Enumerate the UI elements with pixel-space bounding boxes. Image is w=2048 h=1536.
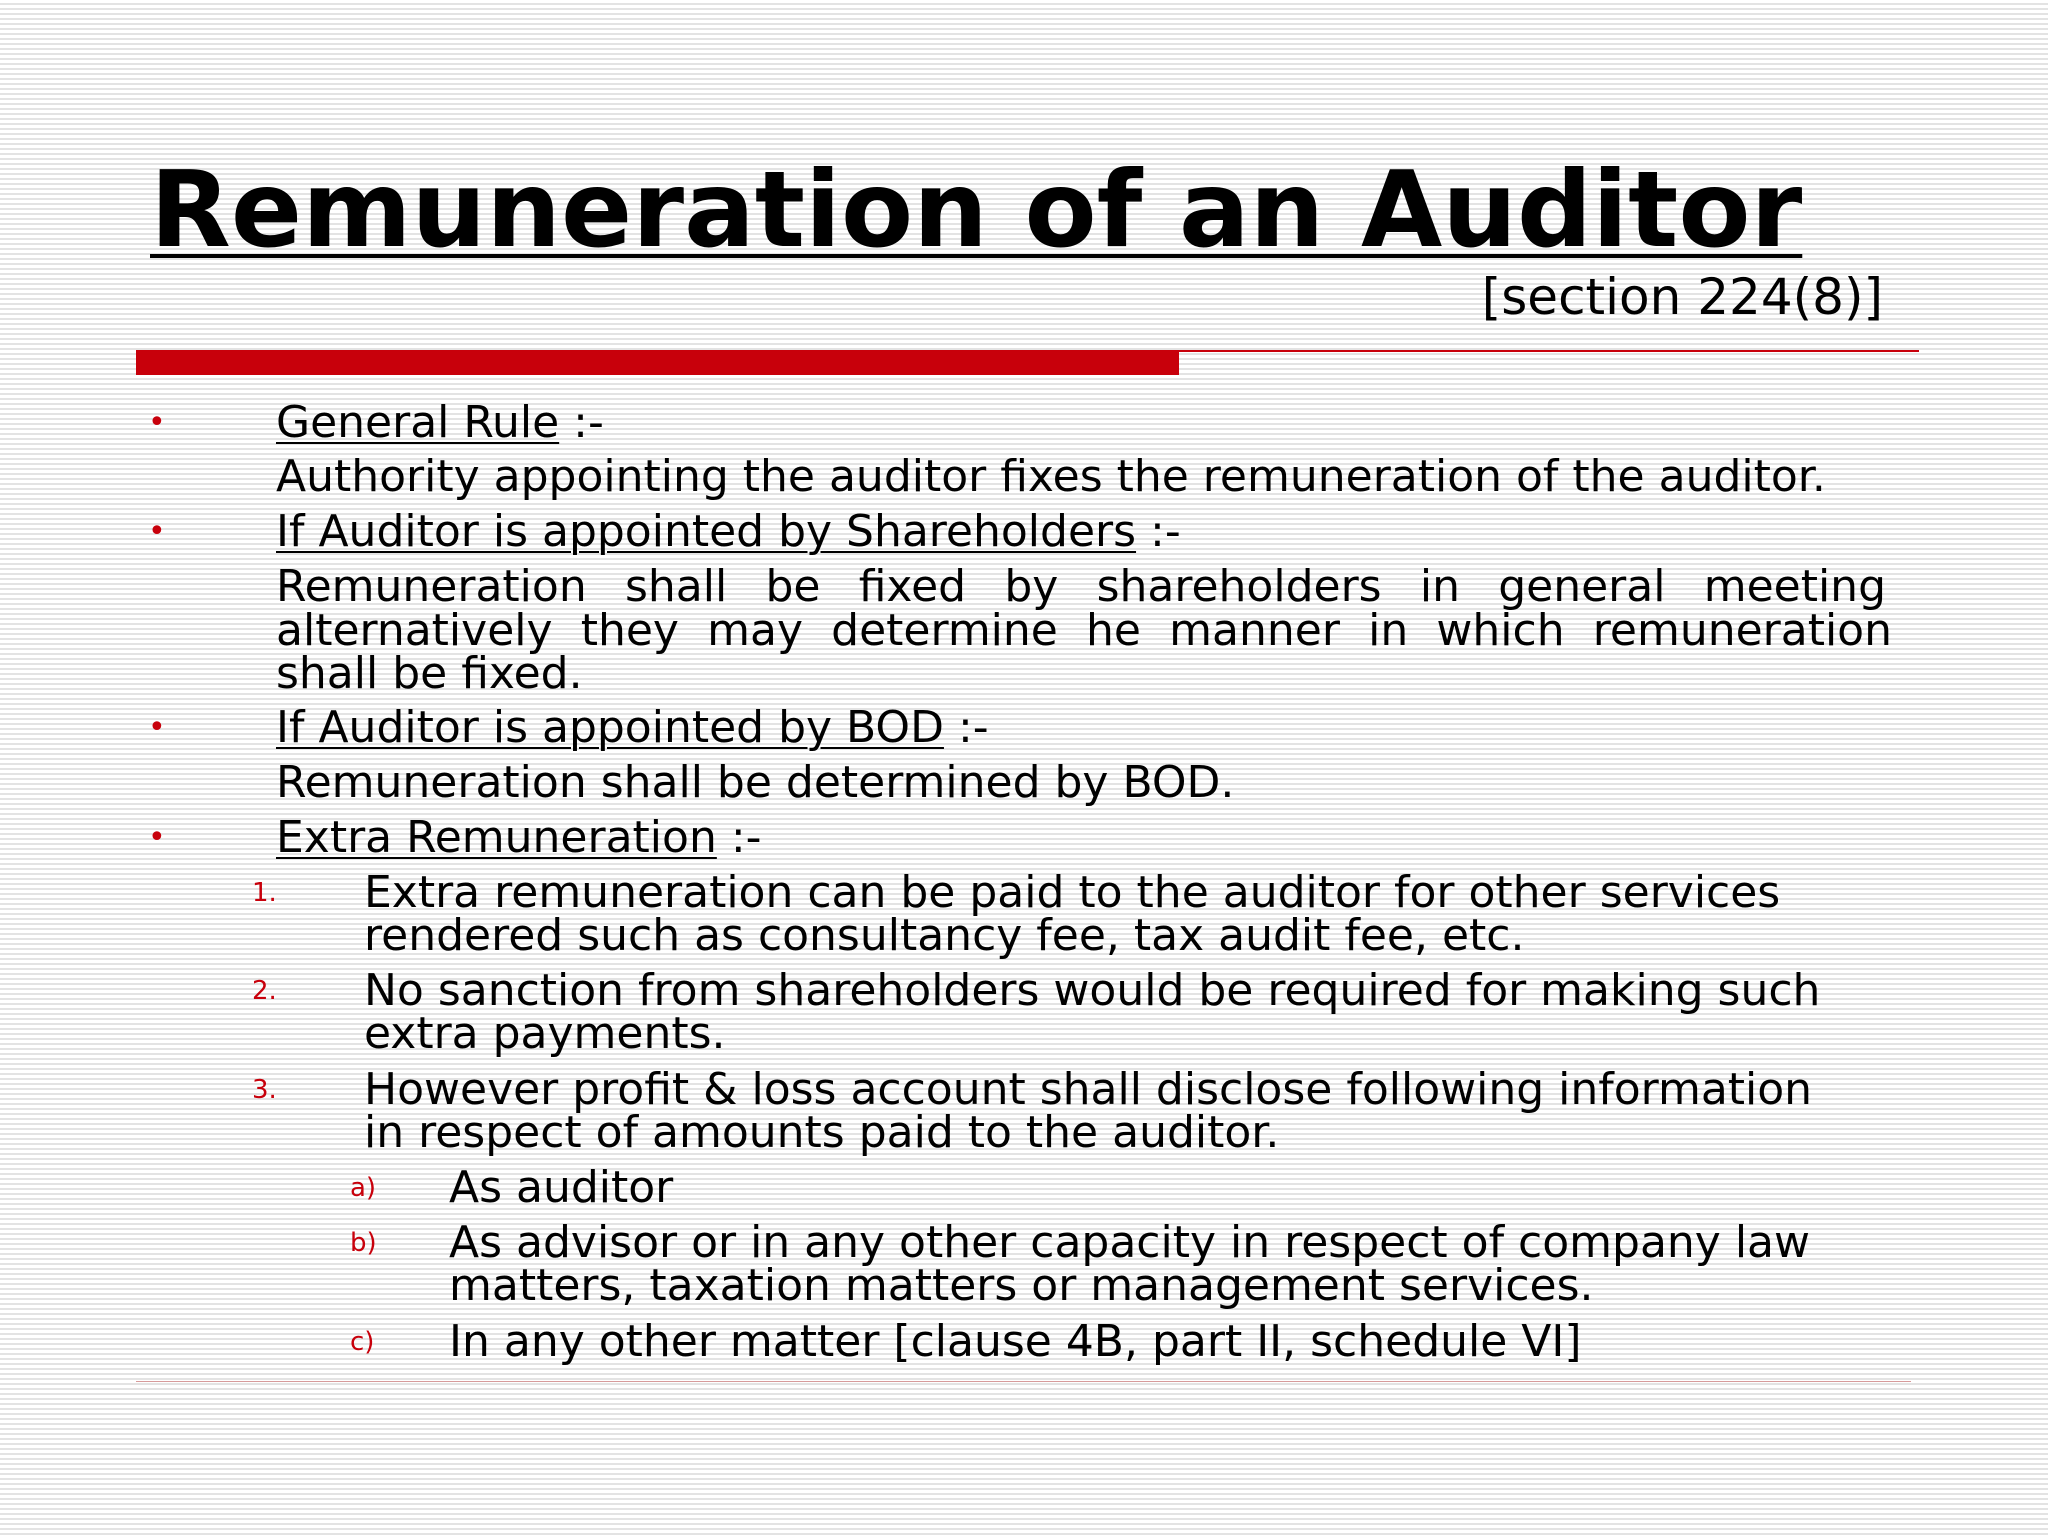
heading-text: Extra Remuneration — [276, 812, 717, 863]
numbered-point-line: However profit & loss account shall disclose following information — [364, 1064, 1813, 1115]
lettered-point-line: In any other matter [clause 4B, part II, schedule VI] — [449, 1316, 1582, 1367]
numbered-marker: 2. — [252, 976, 277, 1006]
bottom-divider — [136, 1381, 1911, 1382]
lettered-marker: c) — [350, 1327, 375, 1357]
section-heading-extra-remuneration — [276, 812, 762, 863]
lettered-point-line: matters, taxation matters or management services. — [449, 1260, 1594, 1311]
slide-title: Remuneration of an Auditor — [150, 149, 1803, 271]
bullet-marker: • — [148, 710, 166, 745]
lettered-point-line: As advisor or in any other capacity in respect of company law — [449, 1217, 1810, 1268]
heading-suffix: :- — [1136, 506, 1181, 557]
heading-suffix: :- — [716, 812, 762, 863]
section-heading-shareholders — [276, 506, 1181, 557]
section-heading-general-rule — [276, 397, 604, 448]
lettered-marker: a) — [350, 1173, 377, 1203]
bullet-marker: • — [148, 820, 166, 855]
section-body: Authority appointing the auditor fixes the remuneration of the auditor. — [276, 451, 1826, 502]
heading-suffix: :- — [559, 397, 604, 448]
numbered-point-line: in respect of amounts paid to the auditor. — [364, 1107, 1280, 1158]
heading-text: General Rule — [276, 397, 560, 448]
lettered-marker: b) — [350, 1228, 377, 1258]
numbered-marker: 3. — [252, 1075, 277, 1105]
section-body-line: Remuneration shall be fixed by shareholders in general meeting — [276, 561, 1886, 612]
section-body: Remuneration shall be determined by BOD. — [276, 757, 1235, 808]
section-body-line: alternatively they may determine he manner in which remuneration — [276, 605, 1892, 656]
numbered-point-line: rendered such as consultancy fee, tax audit fee, etc. — [364, 910, 1525, 961]
numbered-point-line: Extra remuneration can be paid to the auditor for other services — [364, 867, 1781, 918]
bullet-marker: • — [148, 405, 166, 440]
section-reference: [section 224(8)] — [1481, 268, 1883, 326]
accent-rule — [1179, 350, 1919, 352]
heading-text: If Auditor is appointed by Shareholders — [276, 506, 1137, 557]
numbered-point-line: extra payments. — [364, 1008, 726, 1059]
accent-bar — [136, 350, 1179, 375]
numbered-marker: 1. — [252, 878, 277, 908]
numbered-point-line: No sanction from shareholders would be required for making such — [364, 965, 1821, 1016]
heading-suffix: :- — [943, 702, 989, 753]
section-body-line: shall be fixed. — [276, 648, 583, 699]
heading-text: If Auditor is appointed by BOD — [276, 702, 944, 753]
section-heading-bod — [276, 702, 989, 753]
bullet-marker: • — [148, 514, 166, 549]
lettered-point-line: As auditor — [449, 1162, 674, 1213]
